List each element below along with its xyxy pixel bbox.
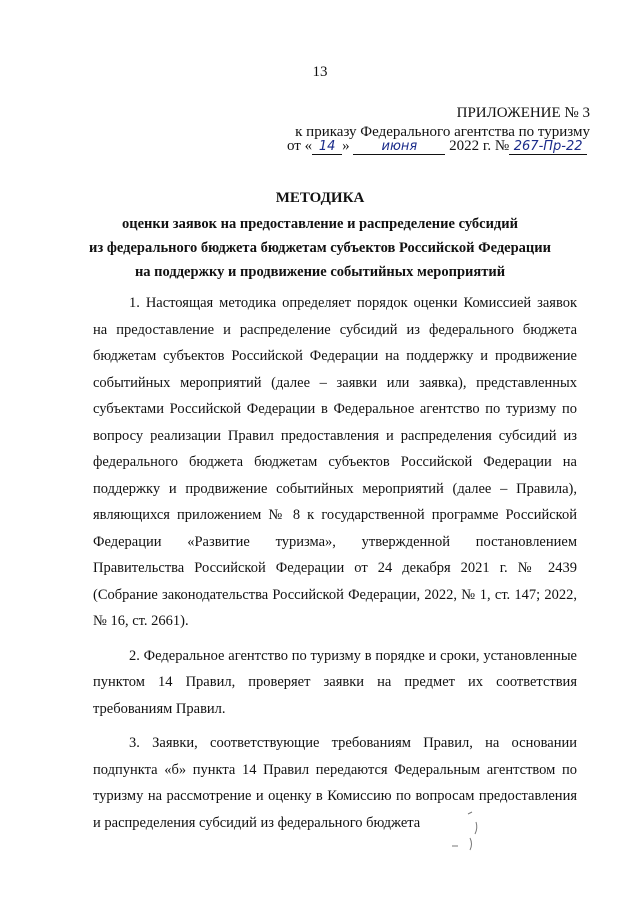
paragraph-2: 2. Федеральное агентство по туризму в порядке и сроки, установленные пунктом 14 Правил, проверяет заявки на предмет их соответствия требованиям Правил.	[93, 647, 577, 717]
handwritten-order-number: 267-Пр-22	[509, 140, 587, 155]
appendix-title: ПРИЛОЖЕНИЕ № 3	[456, 105, 590, 121]
handwritten-month: июня	[353, 140, 445, 155]
appendix-order-reference: к приказу Федерального агентства по туризму	[295, 124, 590, 140]
stamp-marks	[440, 808, 500, 858]
paragraph-3: 3. Заявки, соответствующие требованиям Правил, на основании подпункта «б» пункта 14 Правил передаются Федеральным агентством по туризму на рассмотрение и оценку в Комиссию по вопросам предоставления и распределения субсидий из федерального бюджета	[93, 735, 577, 831]
document-subtitle	[70, 212, 570, 284]
handwritten-day: 14	[312, 140, 342, 155]
order-date-quote: »	[342, 138, 350, 154]
order-date-line	[287, 138, 607, 155]
page-number: 13	[312, 64, 328, 80]
document-title: МЕТОДИКА	[275, 190, 365, 206]
subtitle-line: на поддержку и продвижение событийных мероприятий	[134, 264, 506, 280]
order-date-prefix: от «	[287, 138, 313, 154]
order-year-number-label: 2022 г. №	[449, 138, 510, 154]
paragraph-1: 1. Настоящая методика определяет порядок оценки Комиссией заявок на предоставление и распределение субсидий из федерального бюджета бюджетам субъектов Российской Федерации на поддержку и продвижение событийных мероприятий (далее – заявки или заявка), представленных субъектами Российской Федерации в Федеральное агентство по туризму по вопросу реализации Правил предоставления и распределения субсидий из федерального бюджета бюджетам субъектов Российской Федерации на поддержку и продвижение событийных мероприятий (далее – Правила), являющихся приложением № 8 к государственной программе Российской Федерации «Развитие туризма», утвержденной постановлением Правительства Российской Федерации от 24 декабря 2021 г. № 2439 (Собрание законодательства Российской Федерации, 2022, № 1, ст. 147; 2022, № 16, ст. 2661).	[93, 295, 577, 629]
subtitle-line: из федерального бюджета бюджетам субъектов Российской Федерации	[89, 240, 551, 256]
subtitle-line: оценки заявок на предоставление и распределение субсидий	[122, 216, 518, 232]
appendix-header	[290, 104, 590, 142]
document-body	[93, 290, 577, 836]
